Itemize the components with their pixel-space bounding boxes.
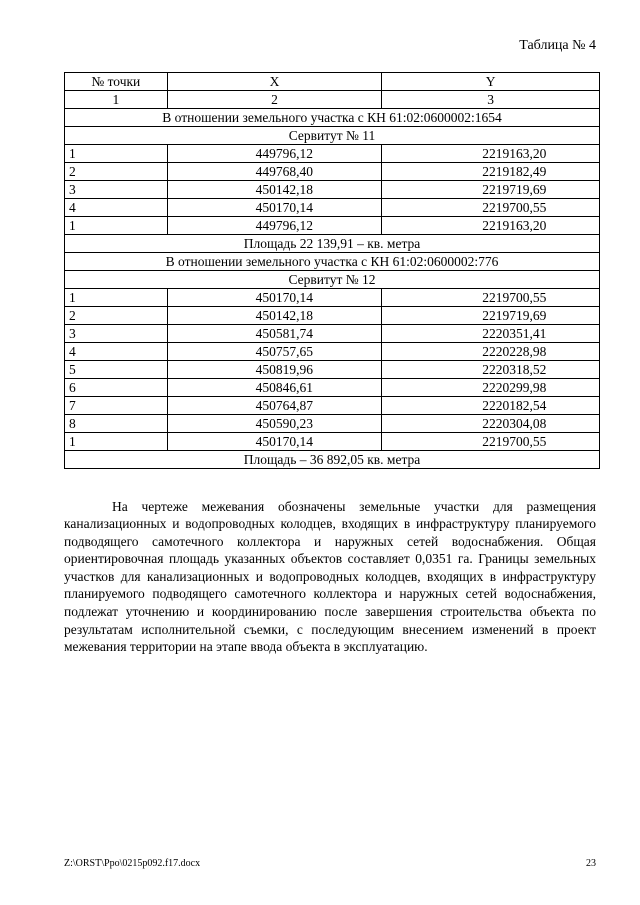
table-row xyxy=(65,217,600,235)
x-value: 450170,14 xyxy=(167,199,382,217)
column-number-3: 3 xyxy=(382,91,600,109)
point-number: 1 xyxy=(65,433,168,451)
table-row xyxy=(65,343,600,361)
y-value: 2219700,55 xyxy=(382,289,600,307)
table-row xyxy=(65,433,600,451)
point-number: 6 xyxy=(65,379,168,397)
table-row xyxy=(65,163,600,181)
column-number-1: 1 xyxy=(65,91,168,109)
x-value: 450170,14 xyxy=(167,289,382,307)
point-number: 4 xyxy=(65,199,168,217)
y-value: 2219700,55 xyxy=(382,199,600,217)
point-number: 2 xyxy=(65,163,168,181)
table-label: Таблица № 4 xyxy=(519,38,596,53)
table-row xyxy=(65,379,600,397)
footer-file-path: Z:\ORST\Ppo\0215p092.f17.docx xyxy=(64,858,201,869)
point-number: 4 xyxy=(65,343,168,361)
point-number: 1 xyxy=(65,289,168,307)
servitude-row xyxy=(65,271,600,289)
column-number-2: 2 xyxy=(167,91,382,109)
x-value: 449796,12 xyxy=(167,145,382,163)
x-value: 450764,87 xyxy=(167,397,382,415)
section2-title: В отношении земельного участка с КН 61:02:0600002:776 xyxy=(65,253,600,271)
y-value: 2220351,41 xyxy=(382,325,600,343)
header-x: X xyxy=(167,73,382,91)
table-row xyxy=(65,415,600,433)
table-row xyxy=(65,397,600,415)
section1-area: Площадь 22 139,91 – кв. метра xyxy=(65,235,600,253)
y-value: 2219163,20 xyxy=(382,217,600,235)
x-value: 450819,96 xyxy=(167,361,382,379)
x-value: 449768,40 xyxy=(167,163,382,181)
y-value: 2220299,98 xyxy=(382,379,600,397)
column-numbers-row xyxy=(65,91,600,109)
table-row xyxy=(65,289,600,307)
table-row xyxy=(65,307,600,325)
section2-servitude: Сервитут № 12 xyxy=(65,271,600,289)
x-value: 450581,74 xyxy=(167,325,382,343)
header-point-number: № точки xyxy=(65,73,168,91)
x-value: 450590,23 xyxy=(167,415,382,433)
section2-area: Площадь – 36 892,05 кв. метра xyxy=(65,451,600,469)
table-row xyxy=(65,181,600,199)
area-row xyxy=(65,451,600,469)
table-row xyxy=(65,145,600,163)
section1-servitude: Сервитут № 11 xyxy=(65,127,600,145)
x-value: 450170,14 xyxy=(167,433,382,451)
section-title-row xyxy=(65,253,600,271)
point-number: 8 xyxy=(65,415,168,433)
servitude-row xyxy=(65,127,600,145)
coordinates-table xyxy=(64,72,600,469)
point-number: 1 xyxy=(65,145,168,163)
page-number: 23 xyxy=(586,858,596,869)
point-number: 3 xyxy=(65,181,168,199)
x-value: 450846,61 xyxy=(167,379,382,397)
y-value: 2219163,20 xyxy=(382,145,600,163)
x-value: 450142,18 xyxy=(167,307,382,325)
section-title-row xyxy=(65,109,600,127)
point-number: 3 xyxy=(65,325,168,343)
section1-title: В отношении земельного участка с КН 61:02:0600002:1654 xyxy=(65,109,600,127)
body-paragraph: На чертеже межевания обозначены земельные участки для размещения канализационных и водопроводных колодцев, входящих в инфраструктуру планируемого подводящего самотечного коллектора и наружных сетей водоснабжения. Общая ориентировочная площадь указанных объектов составляет 0,0351 га. Границы земельных участков для канализационных и водопроводных колодцев, входящих в инфраструктуру планируемого подводящего самотечного коллектора и наружных сетей водоснабжения, подлежат уточнению и координированию после завершения строительства объекта по результатам исполнительной съемки, с последующим внесением изменений в проект межевания территории на этапе ввода объекта в эксплуатацию. xyxy=(64,498,596,655)
table-row xyxy=(65,199,600,217)
x-value: 450757,65 xyxy=(167,343,382,361)
y-value: 2220318,52 xyxy=(382,361,600,379)
table-header-row xyxy=(65,73,600,91)
table-row xyxy=(65,325,600,343)
y-value: 2219700,55 xyxy=(382,433,600,451)
y-value: 2220182,54 xyxy=(382,397,600,415)
table-row xyxy=(65,361,600,379)
y-value: 2219182,49 xyxy=(382,163,600,181)
point-number: 2 xyxy=(65,307,168,325)
x-value: 449796,12 xyxy=(167,217,382,235)
point-number: 5 xyxy=(65,361,168,379)
point-number: 7 xyxy=(65,397,168,415)
y-value: 2220304,08 xyxy=(382,415,600,433)
y-value: 2219719,69 xyxy=(382,307,600,325)
x-value: 450142,18 xyxy=(167,181,382,199)
y-value: 2220228,98 xyxy=(382,343,600,361)
area-row xyxy=(65,235,600,253)
point-number: 1 xyxy=(65,217,168,235)
y-value: 2219719,69 xyxy=(382,181,600,199)
header-y: Y xyxy=(382,73,600,91)
